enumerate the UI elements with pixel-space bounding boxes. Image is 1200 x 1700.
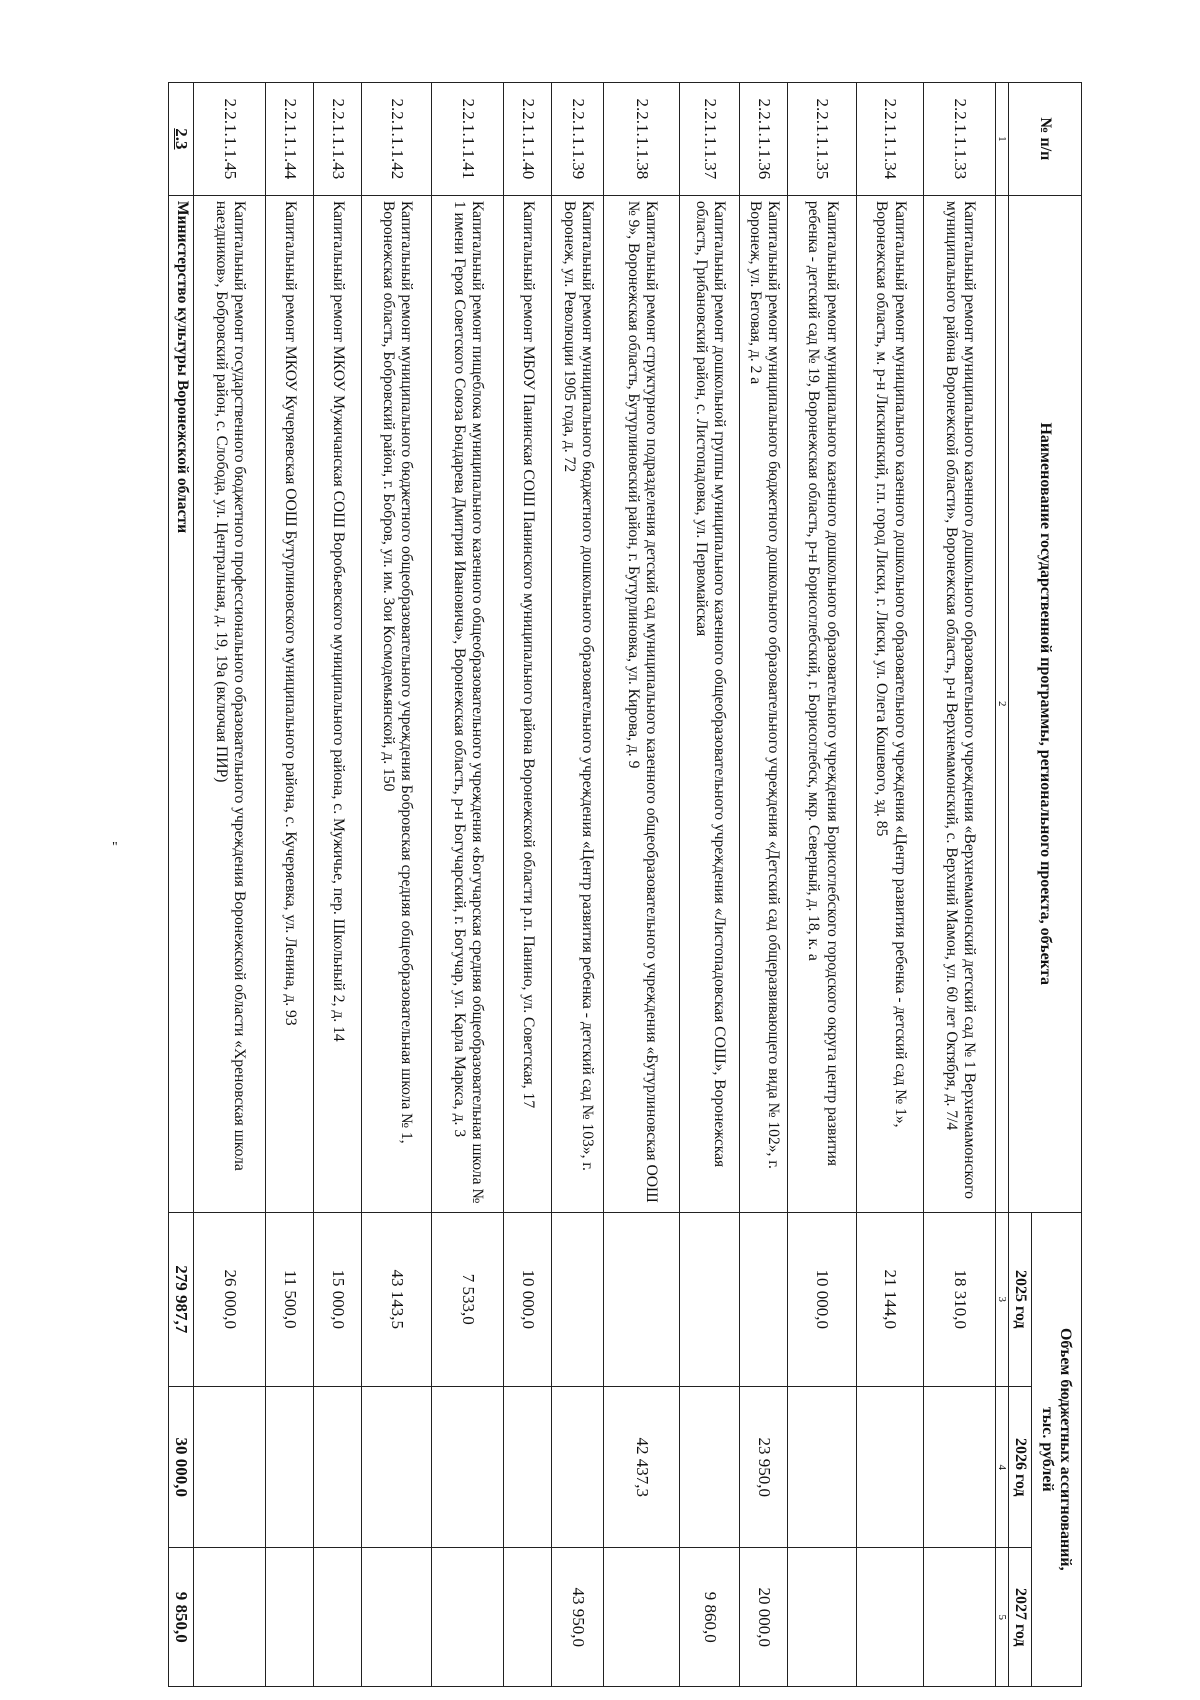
page-mark: " xyxy=(112,840,118,855)
value-2027 xyxy=(857,1548,924,1687)
value-2026 xyxy=(680,1386,740,1548)
object-name: Капитальный ремонт МКОУ Кучеряевская ООШ Бутурлиновского муниципального района, с. Кучеряевка, ул. Ленина, д. 93 xyxy=(266,195,314,1212)
table-row xyxy=(314,83,362,1687)
column-index: 4 xyxy=(996,1386,1009,1548)
header-num: № п/п xyxy=(1009,83,1082,196)
object-name: Капитальный ремонт муниципального казенного дошкольного образовательного учреждения «Центр развития ребенка - детский сад № 1», Воронежская область, м. р-н Лискинский, г.п. город Лиски, г. Лиски, ул. Олега Кошевого, зд. 85 xyxy=(857,195,924,1212)
column-index: 5 xyxy=(996,1548,1009,1687)
table-row xyxy=(604,83,680,1687)
object-name: Капитальный ремонт муниципального бюджетного дошкольного образовательного учреждения «Детский сад общеразвивающего вида № 102», г. Воронеж, ул. Беговая, д. 2 а xyxy=(740,195,788,1212)
object-name: Капитальный ремонт муниципального казенного дошкольного образовательного учреждения Борисоглебского городского округа центр развития ребенка - детский сад № 19, Воронежская область, р-н Борисоглебский, г. Борисоглебск, мкр. Северный, д. 18, к. а xyxy=(788,195,857,1212)
object-name: Капитальный ремонт государственного бюджетного профессионального образовательного учреждения Воронежской области «Хреновская школа наездников», Бобровский район, с. Слобода, ул. Центральная, д. 19, 19а (включая ПИР) xyxy=(194,195,266,1212)
row-number: 2.2.1.1.1.45 xyxy=(194,83,266,196)
value-2027 xyxy=(362,1548,432,1687)
value-2026 xyxy=(266,1386,314,1548)
value-2027: 20 000,0 xyxy=(740,1548,788,1687)
object-name: Капитальный ремонт муниципального казенного дошкольного образовательного учреждения «Верхнемамонский детский сад № 1 Верхнемамонского муниципального района Воронежской области», Воронежская область, р-н Верхнемамонский, с. Верхний Мамон, ул. 60 лет Октября, д. 7/4 xyxy=(924,195,996,1212)
value-2025 xyxy=(740,1212,788,1386)
table-row xyxy=(432,83,504,1687)
object-name: Капитальный ремонт МБОУ Панинская СОШ Панинского муниципального района Воронежской области р.п. Панино, ул. Советская, 17 xyxy=(504,195,552,1212)
value-2027 xyxy=(266,1548,314,1687)
value-2026 xyxy=(857,1386,924,1548)
header-volume-title: Объем бюджетных ассигнований, xyxy=(1057,1327,1075,1571)
object-name: Капитальный ремонт пищеблока муниципального казенного общеобразовательного учреждения «Богучарская средняя общеобразовательная школа № 1 имени Героя Советского Союза Бондарева Дмитрия Ивановича», Воронежская область, р-н Богучарский, г. Богучар, ул. Карла Маркса, д. 3 xyxy=(432,195,504,1212)
header-name: Наименование государственной программы, регионального проекта, объекта xyxy=(1009,195,1082,1212)
table-row xyxy=(924,83,996,1687)
table-row xyxy=(740,83,788,1687)
value-2026: 23 950,0 xyxy=(740,1386,788,1548)
object-name: Капитальный ремонт дошкольной группы муниципального казенного общеобразовательного учреждения «Листопадовская СОШ», Воронежская область, Грибановский район, с. Листопадовка, ул. Первомайская xyxy=(680,195,740,1212)
value-2027: 9 850,0 xyxy=(169,1548,194,1687)
row-number: 2.2.1.1.1.36 xyxy=(740,83,788,196)
value-2025: 10 000,0 xyxy=(504,1212,552,1386)
row-number: 2.2.1.1.1.44 xyxy=(266,83,314,196)
table-row xyxy=(362,83,432,1687)
table-row xyxy=(504,83,552,1687)
table-row xyxy=(680,83,740,1687)
rotated-page xyxy=(122,82,1082,1687)
object-name: Капитальный ремонт структурного подразделения детский сад муниципального казенного общеобразовательного учреждения «Бутурлиновская ООШ № 9», Воронежская область, Бутурлиновский район, г. Бутурлиновка, ул. Кирова, д. 9 xyxy=(604,195,680,1212)
header-year-2025: 2025 год xyxy=(1009,1212,1032,1386)
budget-table xyxy=(168,82,1082,1687)
value-2027 xyxy=(314,1548,362,1687)
header-year-2027: 2027 год xyxy=(1009,1548,1032,1687)
column-index: 2 xyxy=(996,195,1009,1212)
row-number: 2.2.1.1.1.42 xyxy=(362,83,432,196)
column-index: 3 xyxy=(996,1212,1009,1386)
value-2025 xyxy=(604,1212,680,1386)
header-year-2026: 2026 год xyxy=(1009,1386,1032,1548)
column-index: 1 xyxy=(996,83,1009,196)
table-row xyxy=(194,83,266,1687)
value-2025: 15 000,0 xyxy=(314,1212,362,1386)
table-row xyxy=(266,83,314,1687)
total-row xyxy=(169,83,194,1687)
header-volume xyxy=(1032,1212,1082,1686)
value-2027: 43 950,0 xyxy=(552,1548,604,1687)
object-name: Капитальный ремонт МКОУ Мужичанская СОШ Воробьевского муниципального района, с. Мужичье, пер. Школьный 2, д. 14 xyxy=(314,195,362,1212)
table-row xyxy=(857,83,924,1687)
value-2027 xyxy=(924,1548,996,1687)
value-2027 xyxy=(194,1548,266,1687)
object-name: Капитальный ремонт муниципального бюджетного общеобразовательного учреждения Бобровская средняя общеобразовательная школа № 1, Воронежская область, Бобровский район, г. Бобров, ул. им. Зои Космодемьянской, д. 150 xyxy=(362,195,432,1212)
value-2026: 30 000,0 xyxy=(169,1386,194,1548)
row-number: 2.2.1.1.1.43 xyxy=(314,83,362,196)
row-number: 2.2.1.1.1.40 xyxy=(504,83,552,196)
table-row xyxy=(788,83,857,1687)
row-number: 2.2.1.1.1.34 xyxy=(857,83,924,196)
row-number: 2.2.1.1.1.37 xyxy=(680,83,740,196)
row-number: 2.2.1.1.1.39 xyxy=(552,83,604,196)
value-2026 xyxy=(788,1386,857,1548)
value-2025 xyxy=(552,1212,604,1386)
value-2027 xyxy=(432,1548,504,1687)
value-2027: 9 860,0 xyxy=(680,1548,740,1687)
value-2025 xyxy=(680,1212,740,1386)
value-2025: 7 533,0 xyxy=(432,1212,504,1386)
value-2026 xyxy=(194,1386,266,1548)
value-2026 xyxy=(552,1386,604,1548)
value-2026 xyxy=(362,1386,432,1548)
value-2025: 18 310,0 xyxy=(924,1212,996,1386)
value-2026 xyxy=(432,1386,504,1548)
value-2026 xyxy=(504,1386,552,1548)
table-row xyxy=(552,83,604,1687)
value-2025: 11 500,0 xyxy=(266,1212,314,1386)
value-2025: 21 144,0 xyxy=(857,1212,924,1386)
object-name: Капитальный ремонт муниципального бюджетного дошкольного образовательного учреждения «Центр развития ребенка - детский сад № 103», г. Воронеж, ул. Революции 1905 года, д. 72 xyxy=(552,195,604,1212)
column-index-row xyxy=(996,83,1009,1687)
value-2026: 42 437,3 xyxy=(604,1386,680,1548)
row-number: 2.3 xyxy=(169,83,194,196)
header-volume-unit: тыс. рублей xyxy=(1039,1406,1057,1492)
value-2026 xyxy=(924,1386,996,1548)
row-number: 2.2.1.1.1.35 xyxy=(788,83,857,196)
value-2027 xyxy=(504,1548,552,1687)
value-2025: 43 143,5 xyxy=(362,1212,432,1386)
value-2025: 279 987,7 xyxy=(169,1212,194,1386)
object-name: Министерство культуры Воронежской области xyxy=(169,195,194,1212)
value-2025: 10 000,0 xyxy=(788,1212,857,1386)
value-2027 xyxy=(604,1548,680,1687)
value-2027 xyxy=(788,1548,857,1687)
row-number: 2.2.1.1.1.38 xyxy=(604,83,680,196)
row-number: 2.2.1.1.1.41 xyxy=(432,83,504,196)
row-number: 2.2.1.1.1.33 xyxy=(924,83,996,196)
value-2026 xyxy=(314,1386,362,1548)
value-2025: 26 000,0 xyxy=(194,1212,266,1386)
